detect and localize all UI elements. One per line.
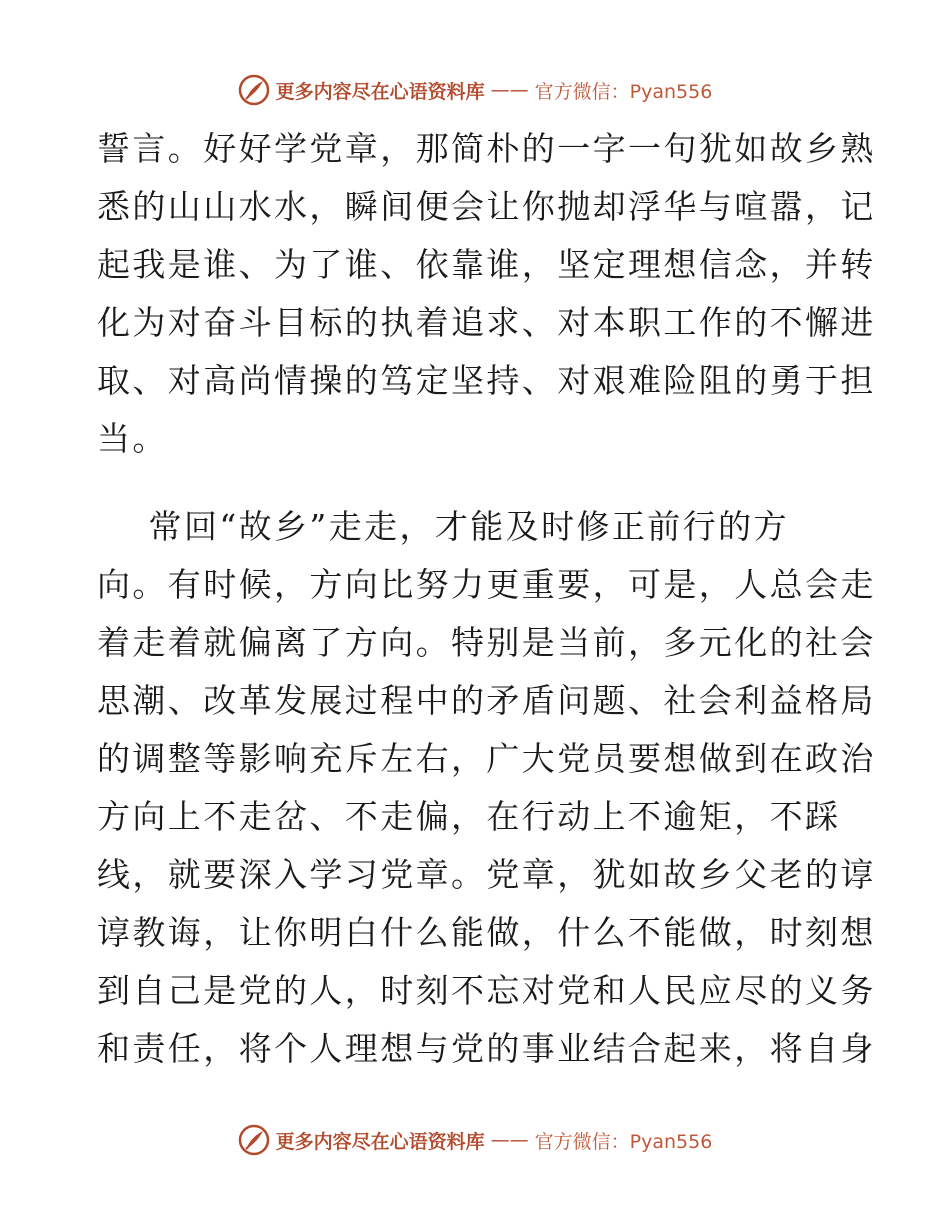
paragraph-gap	[97, 468, 853, 498]
text-line: 线，就要深入学习党章。党章，犹如故乡父老的谆	[97, 855, 876, 894]
text-line: 誓言。好好学党章，那简朴的一字一句犹如故乡熟	[97, 129, 876, 168]
document-body	[97, 120, 876, 1078]
text-line: 常回“故乡”走走，才能及时修正前行的方	[97, 507, 789, 546]
footer-brand-text: 更多内容尽在心语资料库	[275, 1130, 485, 1153]
quill-logo-icon	[238, 1124, 270, 1156]
text-line: 向。有时候，方向比努力更重要，可是，人总会走	[97, 565, 876, 604]
paragraph-2	[97, 498, 876, 1078]
header-wechat-text: 官方微信：Pyan556	[534, 80, 713, 103]
paragraph-1	[97, 120, 876, 468]
text-line: 悉的山山水水，瞬间便会让你抛却浮华与喧嚣，记	[97, 187, 876, 226]
text-line: 的调整等影响充斥左右，广大党员要想做到在政治	[97, 739, 876, 778]
footer-banner	[0, 1120, 950, 1160]
text-line: 思潮、改革发展过程中的矛盾问题、社会利益格局	[97, 681, 876, 720]
footer-separator: ——	[490, 1129, 529, 1151]
header-brand-text: 更多内容尽在心语资料库	[275, 80, 485, 103]
text-line: 方向上不走岔、不走偏，在行动上不逾矩，不踩	[97, 797, 841, 836]
header-banner	[0, 70, 950, 110]
text-line: 当。	[97, 419, 168, 458]
text-line: 到自己是党的人，时刻不忘对党和人民应尽的义务	[97, 971, 876, 1010]
quill-logo-icon	[238, 74, 270, 106]
text-line: 和责任，将个人理想与党的事业结合起来，将自身	[97, 1029, 876, 1068]
text-line: 取、对高尚情操的笃定坚持、对艰难险阻的勇于担	[97, 361, 876, 400]
text-line: 起我是谁、为了谁、依靠谁，坚定理想信念，并转	[97, 245, 876, 284]
footer-wechat-text: 官方微信：Pyan556	[534, 1130, 713, 1153]
text-line: 化为对奋斗目标的执着追求、对本职工作的不懈进	[97, 303, 876, 342]
text-line: 谆教诲，让你明白什么能做，什么不能做，时刻想	[97, 913, 876, 952]
header-separator: ——	[490, 79, 529, 101]
text-line: 着走着就偏离了方向。特别是当前，多元化的社会	[97, 623, 876, 662]
